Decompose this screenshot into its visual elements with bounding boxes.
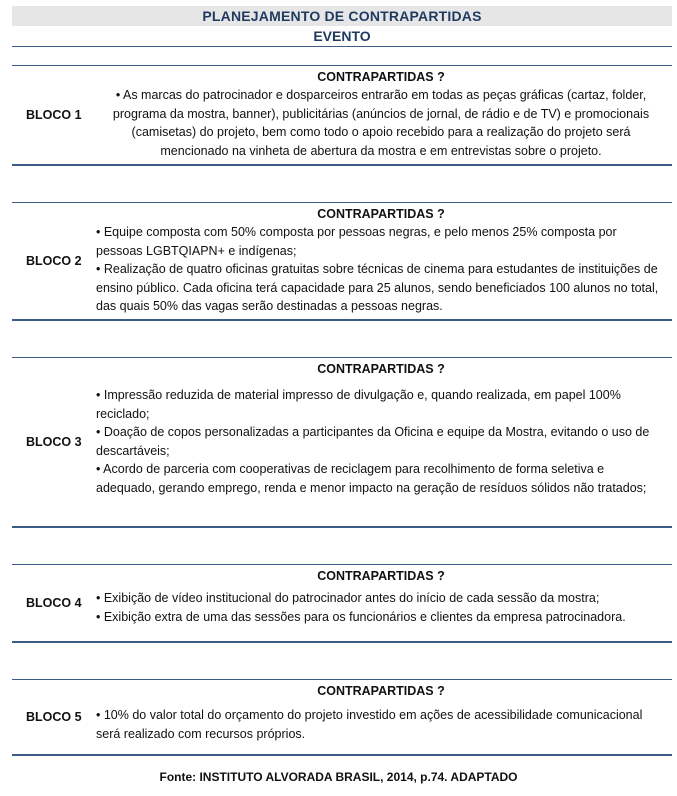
block-4-item-2: • Exibição extra de uma das sessões para os funcionários e clientes da empresa patrocinadora. — [96, 609, 626, 624]
block-5-heading: CONTRAPARTIDAS ? — [317, 684, 445, 698]
block-1 — [12, 66, 672, 166]
block-5-item-1: • 10% do valor total do orçamento do projeto investido em ações de acessibilidade comunicacional será realizado com recursos próprios. — [96, 708, 643, 741]
block-2-body — [96, 203, 672, 319]
block-1-heading: CONTRAPARTIDAS ? — [317, 70, 445, 84]
block-5-label: BLOCO 5 — [26, 710, 82, 724]
source-citation: Fonte: INSTITUTO ALVORADA BRASIL, 2014, p.74. ADAPTADO — [159, 770, 518, 784]
row-spacer — [12, 643, 672, 680]
block-3-item-1: • Impressão reduzida de material impresso de divulgação e, quando realizada, em papel 100% reciclado; — [96, 388, 621, 421]
block-5-body — [96, 680, 672, 754]
block-3-heading: CONTRAPARTIDAS ? — [317, 362, 445, 376]
block-2-item-2: • Realização de quatro oficinas gratuitas sobre técnicas de cinema para estudantes de instituições de ensino público. Cada oficina terá capacidade para 25 alunos, sendo beneficiados 100 alunos no total, das quais 50% das vagas serão destinadas a pessoas negras. — [96, 262, 659, 314]
block-3-text — [96, 378, 666, 498]
block-1-body — [96, 66, 672, 164]
block-5 — [12, 680, 672, 756]
block-2-item-1: • Equipe composta com 50% composta por pessoas negras, e pelo menos 25% composta por pessoas LGBTQIAPN+ e indígenas; — [96, 225, 617, 258]
block-2-label: BLOCO 2 — [26, 254, 82, 268]
block-4-item-1: • Exibição de vídeo institucional do patrocinador antes do início de cada sessão da mostra; — [96, 591, 600, 605]
block-3-body — [96, 358, 672, 526]
block-2-heading: CONTRAPARTIDAS ? — [317, 207, 445, 221]
row-spacer — [12, 528, 672, 565]
row-spacer — [12, 47, 672, 66]
document-title: PLANEJAMENTO DE CONTRAPARTIDAS — [12, 6, 672, 26]
block-3 — [12, 358, 672, 528]
block-4-heading: CONTRAPARTIDAS ? — [317, 569, 445, 583]
block-4 — [12, 565, 672, 643]
block-1-label: BLOCO 1 — [26, 108, 82, 122]
row-spacer — [12, 321, 672, 358]
block-1-item-1: • As marcas do patrocinador e dosparceiros entrarão em todas as peças gráficas (cartaz, folder, programa da mostra, banner), publicitárias (anúncios de jornal, de rádio e de TV) e promocionais (camisetas) do projeto, bem como todo o apoio recebido para a realização do projeto será mencionado na vinheta de abertura da mostra e em entrevistas sobre o projeto. — [112, 88, 650, 158]
block-1-text — [96, 86, 666, 160]
block-3-label: BLOCO 3 — [26, 435, 82, 449]
block-2 — [12, 203, 672, 321]
block-3-item-3: • Acordo de parceria com cooperativas de reciclagem para recolhimento de forma seletiva e adequado, gerando emprego, renda e menor impacto na geração de resíduos sólidos não tratados; — [96, 462, 647, 495]
row-spacer — [12, 166, 672, 203]
block-5-text — [96, 700, 666, 743]
block-3-item-2: • Doação de copos personalizadas a participantes da Oficina e equipe da Mostra, evitando o uso de descartáveis; — [96, 425, 650, 458]
document-subtitle: EVENTO — [12, 26, 672, 47]
block-4-label: BLOCO 4 — [26, 596, 82, 610]
block-4-text — [96, 585, 666, 626]
planning-document — [12, 0, 672, 756]
block-2-text — [96, 223, 666, 316]
block-4-body — [96, 565, 672, 641]
